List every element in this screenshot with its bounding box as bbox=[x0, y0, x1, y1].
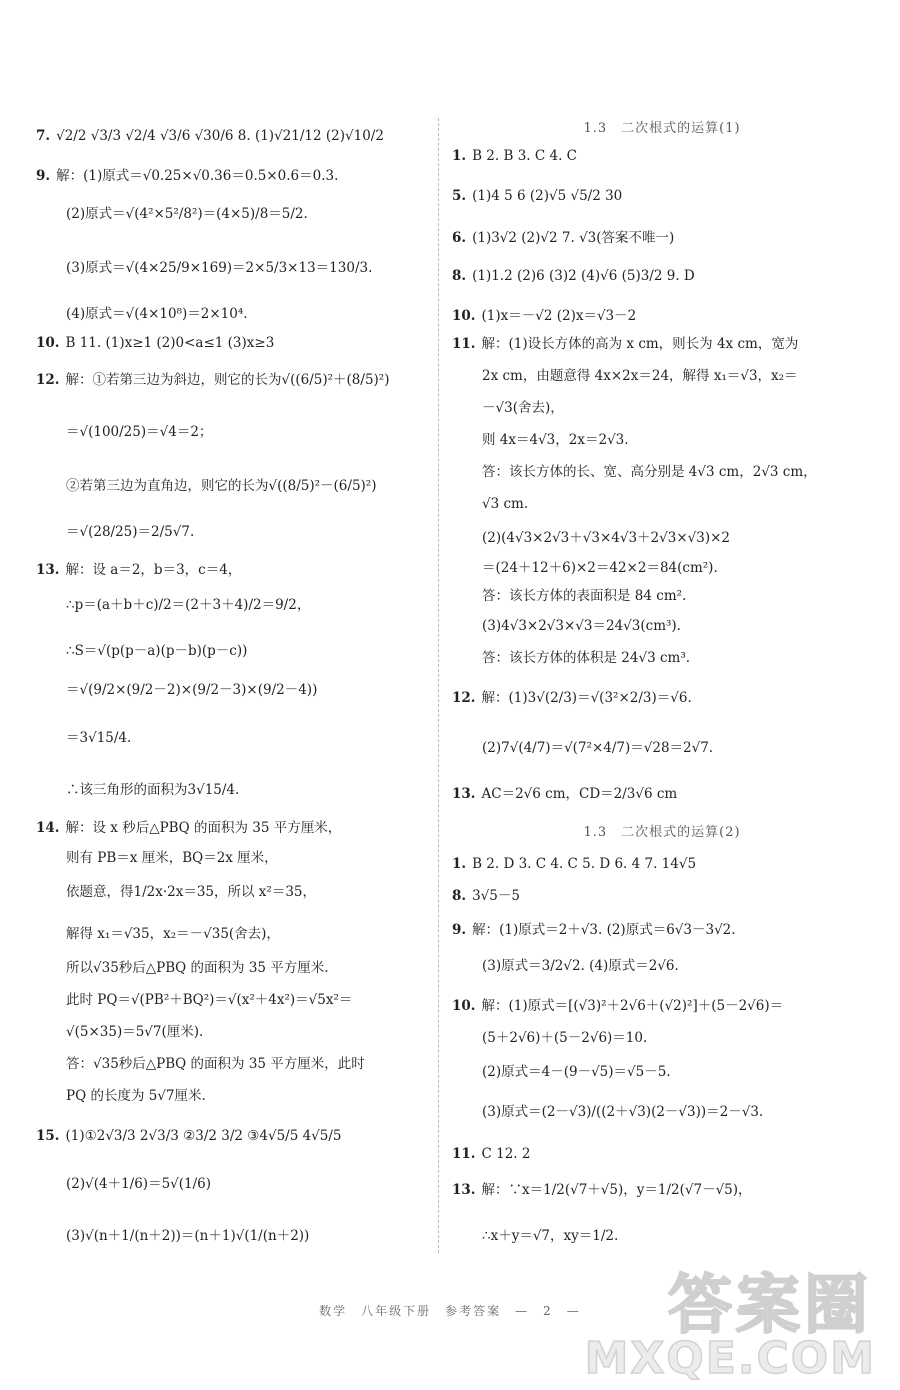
answer-text: ＝√(9/2×(9/2－2)×(9/2－3)×(9/2－4)) bbox=[66, 682, 318, 698]
answer-text: －√3(舍去)， bbox=[482, 400, 564, 416]
answer-line bbox=[482, 370, 798, 384]
answer-text: (1)3√2 (2)√2 7. √3(答案不唯一) bbox=[472, 230, 675, 246]
answer-line bbox=[66, 645, 247, 659]
answer-line bbox=[452, 190, 622, 204]
answer-line bbox=[66, 599, 310, 613]
section-title bbox=[452, 826, 872, 839]
answer-text: (2)√(4＋1/6)＝5√(1/6) bbox=[66, 1176, 212, 1192]
answer-line bbox=[452, 1000, 783, 1014]
answer-line bbox=[66, 1090, 206, 1104]
question-number: 5. bbox=[452, 188, 467, 204]
answer-line bbox=[66, 262, 372, 276]
answer-text: (1)①2√3/3 2√3/3 ②3/2 3/2 ③4√5/5 4√5/5 bbox=[65, 1128, 342, 1144]
question-number: 7. bbox=[36, 128, 51, 144]
question-number: 1. bbox=[452, 148, 467, 164]
page-footer: 数学 八年级下册 参考答案 — 2 — bbox=[319, 1304, 581, 1318]
answer-text: 解：(1)3√(2/3)＝√(3²×2/3)＝√6. bbox=[481, 690, 692, 706]
answer-line bbox=[36, 337, 274, 351]
answer-line bbox=[66, 928, 280, 942]
answer-line bbox=[36, 374, 389, 388]
answer-text: (3)原式＝3/2√2. (4)原式＝2√6. bbox=[482, 958, 679, 974]
answer-text: 解：①若第三边为斜边，则它的长为√((6/5)²＋(8/5)²) bbox=[65, 372, 390, 388]
answer-text: (2)原式＝√(4²×5²/8²)＝(4×5)/8＝5/2. bbox=[66, 206, 308, 222]
answer-text: 则 4x＝4√3，2x＝2√3. bbox=[482, 432, 629, 448]
answer-line bbox=[66, 208, 308, 222]
answer-text: ＝√(28/25)＝2/5√7. bbox=[66, 524, 195, 540]
answer-text: (3)4√3×2√3×√3＝24√3(cm³). bbox=[482, 618, 681, 634]
question-number: 10. bbox=[452, 998, 476, 1014]
answer-line bbox=[452, 150, 577, 164]
answer-text: ∴x＋y＝√7，xy＝1/2. bbox=[482, 1228, 619, 1244]
answer-line bbox=[66, 684, 317, 698]
answer-text: 答：该长方体的表面积是 84 cm². bbox=[482, 588, 687, 604]
question-number: 13. bbox=[36, 562, 60, 578]
answer-text: 解：设 x 秒后△PBQ 的面积为 35 平方厘米， bbox=[65, 820, 342, 836]
question-number: 9. bbox=[36, 168, 51, 184]
watermark-text-top: 答案圈 bbox=[668, 1269, 872, 1343]
answer-line bbox=[482, 742, 713, 756]
answer-text: ＝√(100/25)＝√4＝2； bbox=[66, 424, 213, 440]
answer-text: 解：∵x＝1/2(√7＋√5)，y＝1/2(√7－√5)， bbox=[481, 1182, 752, 1198]
question-number: 14. bbox=[36, 820, 60, 836]
answer-text: 2x cm，由题意得 4x×2x＝24，解得 x₁＝√3，x₂＝ bbox=[482, 368, 798, 384]
answer-line bbox=[452, 270, 695, 284]
answer-line bbox=[482, 1032, 647, 1046]
answer-text: √3 cm. bbox=[482, 496, 529, 512]
answer-text: (4)原式＝√(4×10⁸)＝2×10⁴. bbox=[66, 306, 248, 322]
answer-text: √2/2 √3/3 √2/4 √3/6 √30/6 8. (1)√21/12 (2)√10/2 bbox=[56, 128, 384, 144]
answer-text: (3)原式＝(2－√3)/((2＋√3)(2－√3))＝2－√3. bbox=[482, 1104, 764, 1120]
answer-text: AC＝2√6 cm，CD＝2/3√6 cm bbox=[481, 786, 678, 802]
answer-text: 解：(1)原式＝2＋√3. (2)原式＝6√3－3√2. bbox=[472, 922, 736, 938]
answer-line bbox=[66, 308, 248, 322]
answer-line bbox=[66, 1230, 309, 1244]
answer-line bbox=[452, 858, 696, 872]
answer-text: ＝3√15/4. bbox=[66, 730, 132, 746]
answer-line bbox=[482, 434, 629, 448]
answer-text: 解：(1)设长方体的高为 x cm，则长为 4x cm，宽为 bbox=[481, 336, 799, 352]
answer-text: (1)4 5 6 (2)√5 √5/2 30 bbox=[472, 188, 623, 204]
answer-line bbox=[482, 402, 564, 416]
answer-text: PQ 的长度为 5√7厘米. bbox=[66, 1088, 206, 1104]
answer-line bbox=[482, 1106, 763, 1120]
answer-line bbox=[66, 426, 212, 440]
answer-line bbox=[66, 886, 316, 900]
question-number: 6. bbox=[452, 230, 467, 246]
answer-text: (2)(4√3×2√3＋√3×4√3＋2√3×√3)×2 bbox=[482, 530, 730, 546]
answer-text: 解得 x₁＝√35，x₂＝－√35(舍去)， bbox=[66, 926, 280, 942]
question-number: 1. bbox=[452, 856, 467, 872]
answer-line bbox=[452, 1148, 530, 1162]
answer-text: 则有 PB＝x 厘米，BQ＝2x 厘米， bbox=[66, 850, 278, 866]
answer-text: ∴p＝(a＋b＋c)/2＝(2＋3＋4)/2＝9/2， bbox=[66, 597, 311, 613]
answer-text: 1.3 二次根式的运算(2) bbox=[583, 825, 741, 840]
answer-text: 1.3 二次根式的运算(1) bbox=[583, 121, 741, 136]
answer-text: 答：√35秒后△PBQ 的面积为 35 平方厘米，此时 bbox=[66, 1056, 365, 1072]
answer-line bbox=[482, 960, 679, 974]
question-number: 10. bbox=[452, 308, 476, 324]
question-number: 11. bbox=[452, 336, 476, 352]
answer-line bbox=[66, 784, 239, 798]
watermark-text-bottom: MXQE.COM bbox=[584, 1333, 876, 1384]
answer-line bbox=[452, 692, 692, 706]
answer-line bbox=[66, 526, 194, 540]
answer-text: 3√5－5 bbox=[472, 888, 520, 904]
answer-text: ＝(24＋12＋6)×2＝42×2＝84(cm²). bbox=[482, 560, 718, 576]
answer-line bbox=[66, 962, 329, 976]
answer-line bbox=[452, 890, 520, 904]
answer-line bbox=[482, 532, 730, 546]
answer-text: 答：该长方体的长、宽、高分别是 4√3 cm，2√3 cm， bbox=[482, 464, 817, 480]
answer-line bbox=[452, 338, 798, 352]
answer-line bbox=[452, 1184, 752, 1198]
question-number: 12. bbox=[36, 372, 60, 388]
question-number: 13. bbox=[452, 786, 476, 802]
question-number: 8. bbox=[452, 888, 467, 904]
question-number: 15. bbox=[36, 1128, 60, 1144]
answer-line bbox=[66, 732, 131, 746]
answer-text: √(5×35)＝5√7(厘米). bbox=[66, 1024, 204, 1040]
watermark-logo bbox=[584, 1254, 882, 1384]
answer-text: ∴S＝√(p(p－a)(p－b)(p－c)) bbox=[66, 643, 248, 659]
question-number: 11. bbox=[452, 1146, 476, 1162]
answer-line bbox=[66, 852, 278, 866]
answer-text: 解：(1)原式＝[(√3)²＋2√6＋(√2)²]＋(5－2√6)＝ bbox=[481, 998, 784, 1014]
question-number: 9. bbox=[452, 922, 467, 938]
answer-line bbox=[482, 466, 817, 480]
answer-line bbox=[482, 1066, 671, 1080]
answer-text: C 12. 2 bbox=[481, 1146, 531, 1162]
answer-line bbox=[66, 480, 376, 494]
answer-line bbox=[66, 994, 352, 1008]
question-number: 10. bbox=[36, 335, 60, 351]
answer-text: 答：该长方体的体积是 24√3 cm³. bbox=[482, 650, 691, 666]
answer-line bbox=[36, 130, 384, 144]
answer-text: (2)原式＝4－(9－√5)＝√5－5. bbox=[482, 1064, 671, 1080]
answer-line bbox=[36, 564, 241, 578]
answer-line bbox=[452, 310, 636, 324]
question-number: 8. bbox=[452, 268, 467, 284]
answer-text: ∴该三角形的面积为3√15/4. bbox=[66, 782, 240, 798]
answer-text: (2)7√(4/7)＝√(7²×4/7)＝√28＝2√7. bbox=[482, 740, 714, 756]
answer-text: (5＋2√6)＋(5－2√6)＝10. bbox=[482, 1030, 648, 1046]
question-number: 12. bbox=[452, 690, 476, 706]
section-title bbox=[452, 122, 872, 135]
answer-text: 此时 PQ＝√(PB²＋BQ²)＝√(x²＋4x²)＝√5x²＝ bbox=[66, 992, 353, 1008]
question-number: 13. bbox=[452, 1182, 476, 1198]
answer-text: 依题意，得1/2x·2x＝35，所以 x²＝35， bbox=[66, 884, 317, 900]
answer-line bbox=[452, 788, 677, 802]
answer-text: (3)原式＝√(4×25/9×169)＝2×5/3×13＝130/3. bbox=[66, 260, 373, 276]
answer-line bbox=[482, 1230, 618, 1244]
answer-text: (3)√(n＋1/(n＋2))＝(n＋1)√(1/(n＋2)) bbox=[66, 1228, 310, 1244]
answer-line bbox=[482, 620, 681, 634]
answer-text: 解：(1)原式＝√0.25×√0.36＝0.5×0.6＝0.3. bbox=[56, 168, 339, 184]
column-divider bbox=[438, 118, 439, 1253]
answer-line bbox=[482, 652, 690, 666]
answer-line bbox=[482, 498, 528, 512]
answer-text: 所以√35秒后△PBQ 的面积为 35 平方厘米. bbox=[66, 960, 329, 976]
answer-line bbox=[36, 170, 338, 184]
answer-line bbox=[482, 590, 686, 604]
answer-text: B 11. (1)x≥1 (2)0<a≤1 (3)x≥3 bbox=[65, 335, 275, 351]
answer-line bbox=[66, 1178, 211, 1192]
answer-text: (1)x＝－√2 (2)x＝√3－2 bbox=[481, 308, 637, 324]
answer-line bbox=[66, 1058, 365, 1072]
answer-text: B 2. D 3. C 4. C 5. D 6. 4 7. 14√5 bbox=[472, 856, 697, 872]
answer-line bbox=[36, 1130, 342, 1144]
answer-line bbox=[36, 822, 341, 836]
answer-line bbox=[66, 1026, 203, 1040]
answer-line bbox=[452, 924, 736, 938]
answer-text: 解：设 a＝2，b＝3，c＝4， bbox=[65, 562, 242, 578]
answer-text: ②若第三边为直角边，则它的长为√((8/5)²－(6/5)²) bbox=[66, 478, 377, 494]
answer-text: B 2. B 3. C 4. C bbox=[472, 148, 577, 164]
answer-line bbox=[452, 232, 674, 246]
answer-line bbox=[482, 562, 718, 576]
answer-text: (1)1.2 (2)6 (3)2 (4)√6 (5)3/2 9. D bbox=[472, 268, 695, 284]
